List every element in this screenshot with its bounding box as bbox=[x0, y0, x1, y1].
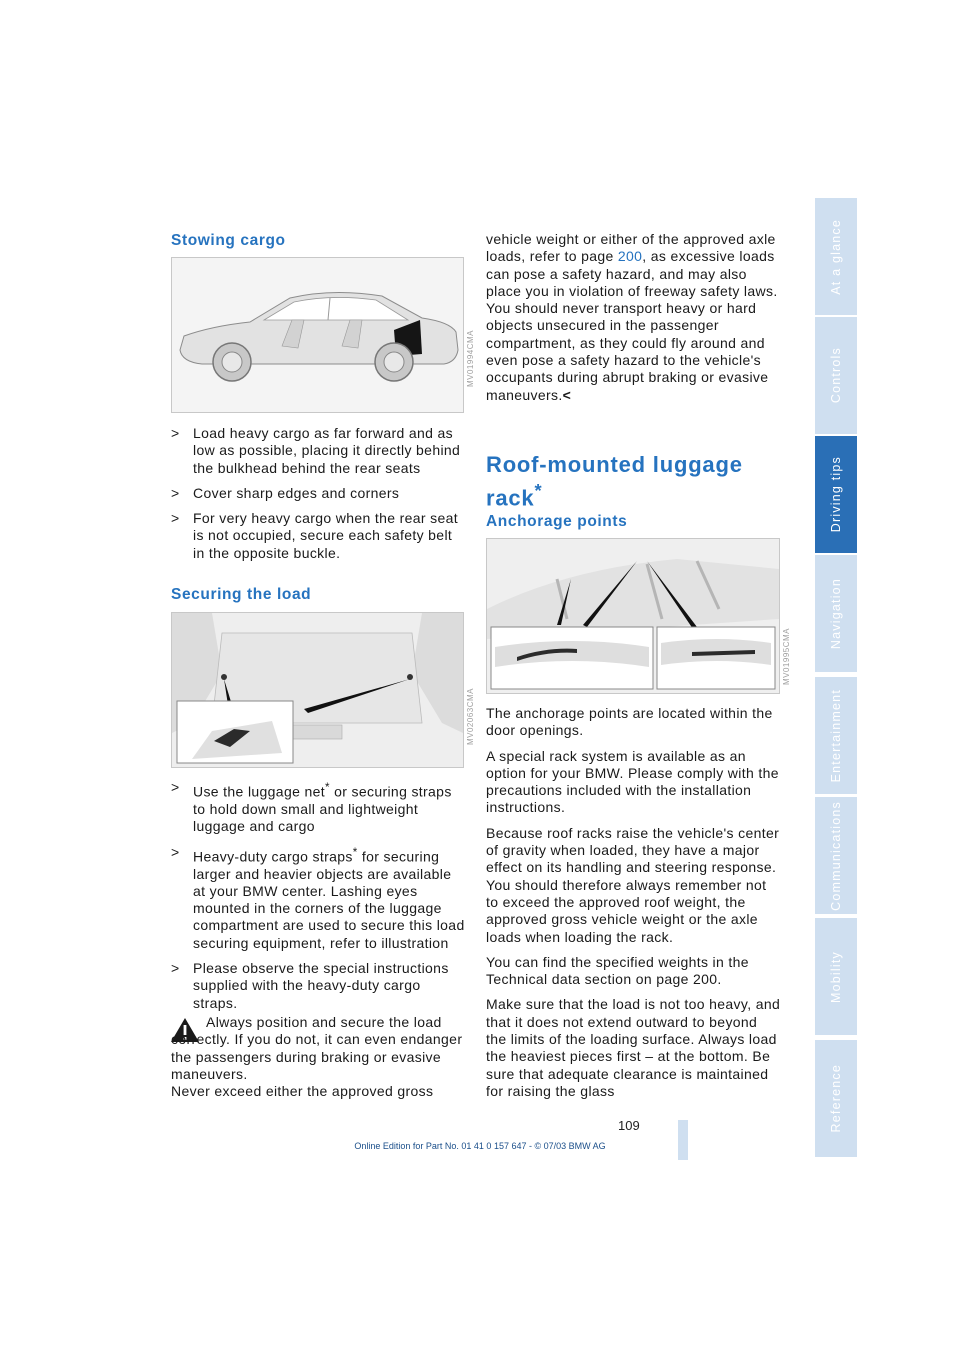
bullet-marker: > bbox=[171, 425, 180, 441]
securing-bullets bbox=[171, 779, 466, 1020]
page-link[interactable]: 200 bbox=[617, 248, 643, 265]
bullet-marker: > bbox=[171, 484, 180, 501]
paragraph: You should therefore always remember not to exceed the approved roof weight, the approved gross vehicle weight or the axle loads when loading the rack. bbox=[486, 876, 767, 945]
roof-anchorage-illustration bbox=[487, 539, 779, 693]
tab-driving-tips[interactable]: Driving tips bbox=[815, 436, 857, 555]
anchorage-text bbox=[486, 705, 781, 1108]
bullet-marker: > bbox=[171, 959, 180, 976]
section-title-anchorage: Anchorage points bbox=[486, 513, 628, 530]
car-side-illustration bbox=[172, 258, 463, 412]
paragraph: You should never transport heavy or hard objects unsecured in the passenger compartment, as they could fly around and even pose a safety hazard to the vehicle's occupants during abrupt braking or evasive maneuvers.< bbox=[486, 300, 769, 403]
paragraph: vehicle weight or either of the approved axle loads, refer to page 200, as excessive loads can pose a safety hazard, and may also place you in violation of freeway safety laws. bbox=[486, 231, 778, 299]
bullet-marker: > bbox=[171, 510, 180, 527]
tab-navigation[interactable]: Navigation bbox=[815, 555, 857, 674]
page-number: 109 bbox=[618, 1118, 640, 1133]
paragraph: Because roof racks raise the vehicle's center of gravity when loaded, they have a major effect on its handling and steering response. bbox=[486, 824, 780, 876]
tab-at-a-glance[interactable]: At a glance bbox=[815, 198, 857, 317]
optional-equipment-star: * bbox=[534, 480, 543, 501]
paragraph: Make sure that the load is not too heavy, and that it does not extend outward to beyond the limits of the loading surface. Always load the heaviest pieces first – at the bottom. Be sure that adequate clearance is maintained for raising the glass bbox=[486, 996, 781, 1099]
section-title-roof-rack: Roof-mounted luggage rack* bbox=[486, 452, 743, 511]
optional-equipment-star: * bbox=[324, 781, 330, 794]
figure-code: MV02063CMA bbox=[466, 688, 475, 746]
warning-block bbox=[171, 1014, 466, 1100]
list-item: > Cover sharp edges and corners bbox=[171, 484, 400, 501]
tab-reference[interactable]: Reference bbox=[815, 1040, 857, 1159]
section-title-stowing-cargo: Stowing cargo bbox=[171, 232, 286, 249]
figure-code: MV01994CMA bbox=[466, 330, 475, 388]
bullet-marker: > bbox=[171, 779, 180, 795]
figure-anchorage-points bbox=[486, 538, 780, 694]
list-item: > Use the luggage net* or securing straps to hold down small and lightweight luggage and cargo bbox=[171, 779, 452, 835]
tab-communications[interactable]: Communications bbox=[815, 797, 857, 916]
tab-entertainment[interactable]: Entertainment bbox=[815, 677, 857, 796]
section-title-securing-load: Securing the load bbox=[171, 586, 312, 603]
tab-controls[interactable]: Controls bbox=[815, 317, 857, 436]
stowing-bullets bbox=[171, 425, 466, 570]
trunk-illustration bbox=[172, 613, 463, 767]
list-item: > Load heavy cargo as far forward and as low as possible, placing it directly behind the bulkhead behind the rear seats bbox=[171, 425, 461, 476]
tab-mobility[interactable]: Mobility bbox=[815, 918, 857, 1037]
list-item: > Heavy-duty cargo straps* for securing larger and heavier objects are available at your BMW center. Lashing eyes mounted in the corners of the luggage compartment are used to secure this load securing equipment, refer to illustration bbox=[171, 843, 465, 951]
paragraph: A special rack system is available as an option for your BMW. Please comply with the precautions included with the installation instructions. bbox=[486, 747, 779, 816]
footer-edition-note: Online Edition for Part No. 01 41 0 157 647 - © 07/03 BMW AG bbox=[354, 1141, 606, 1151]
bullet-marker: > bbox=[171, 843, 180, 860]
figure-code: MV01995CMA bbox=[782, 628, 791, 686]
paragraph: The anchorage points are located within the door openings. bbox=[486, 705, 773, 739]
list-item: > For very heavy cargo when the rear seat is not occupied, secure each safety belt in the opposite buckle. bbox=[171, 510, 458, 561]
optional-equipment-star: * bbox=[352, 845, 358, 859]
right-continued-text bbox=[486, 231, 781, 404]
figure-car-cargo bbox=[171, 257, 464, 413]
end-mark: < bbox=[562, 386, 572, 403]
page-number-bar bbox=[678, 1120, 688, 1160]
warning-text: Always position and secure the load correctly. If you do not, it can even endanger the passengers during braking or evasive maneuvers. bbox=[171, 1014, 463, 1082]
warning-text-continued: Never exceed either the approved gross bbox=[171, 1083, 434, 1100]
figure-luggage-compartment bbox=[171, 612, 464, 768]
paragraph: You can find the specified weights in the Technical data section on page 200. bbox=[486, 953, 749, 988]
list-item: > Please observe the special instructions supplied with the heavy-duty cargo straps. bbox=[171, 959, 449, 1011]
